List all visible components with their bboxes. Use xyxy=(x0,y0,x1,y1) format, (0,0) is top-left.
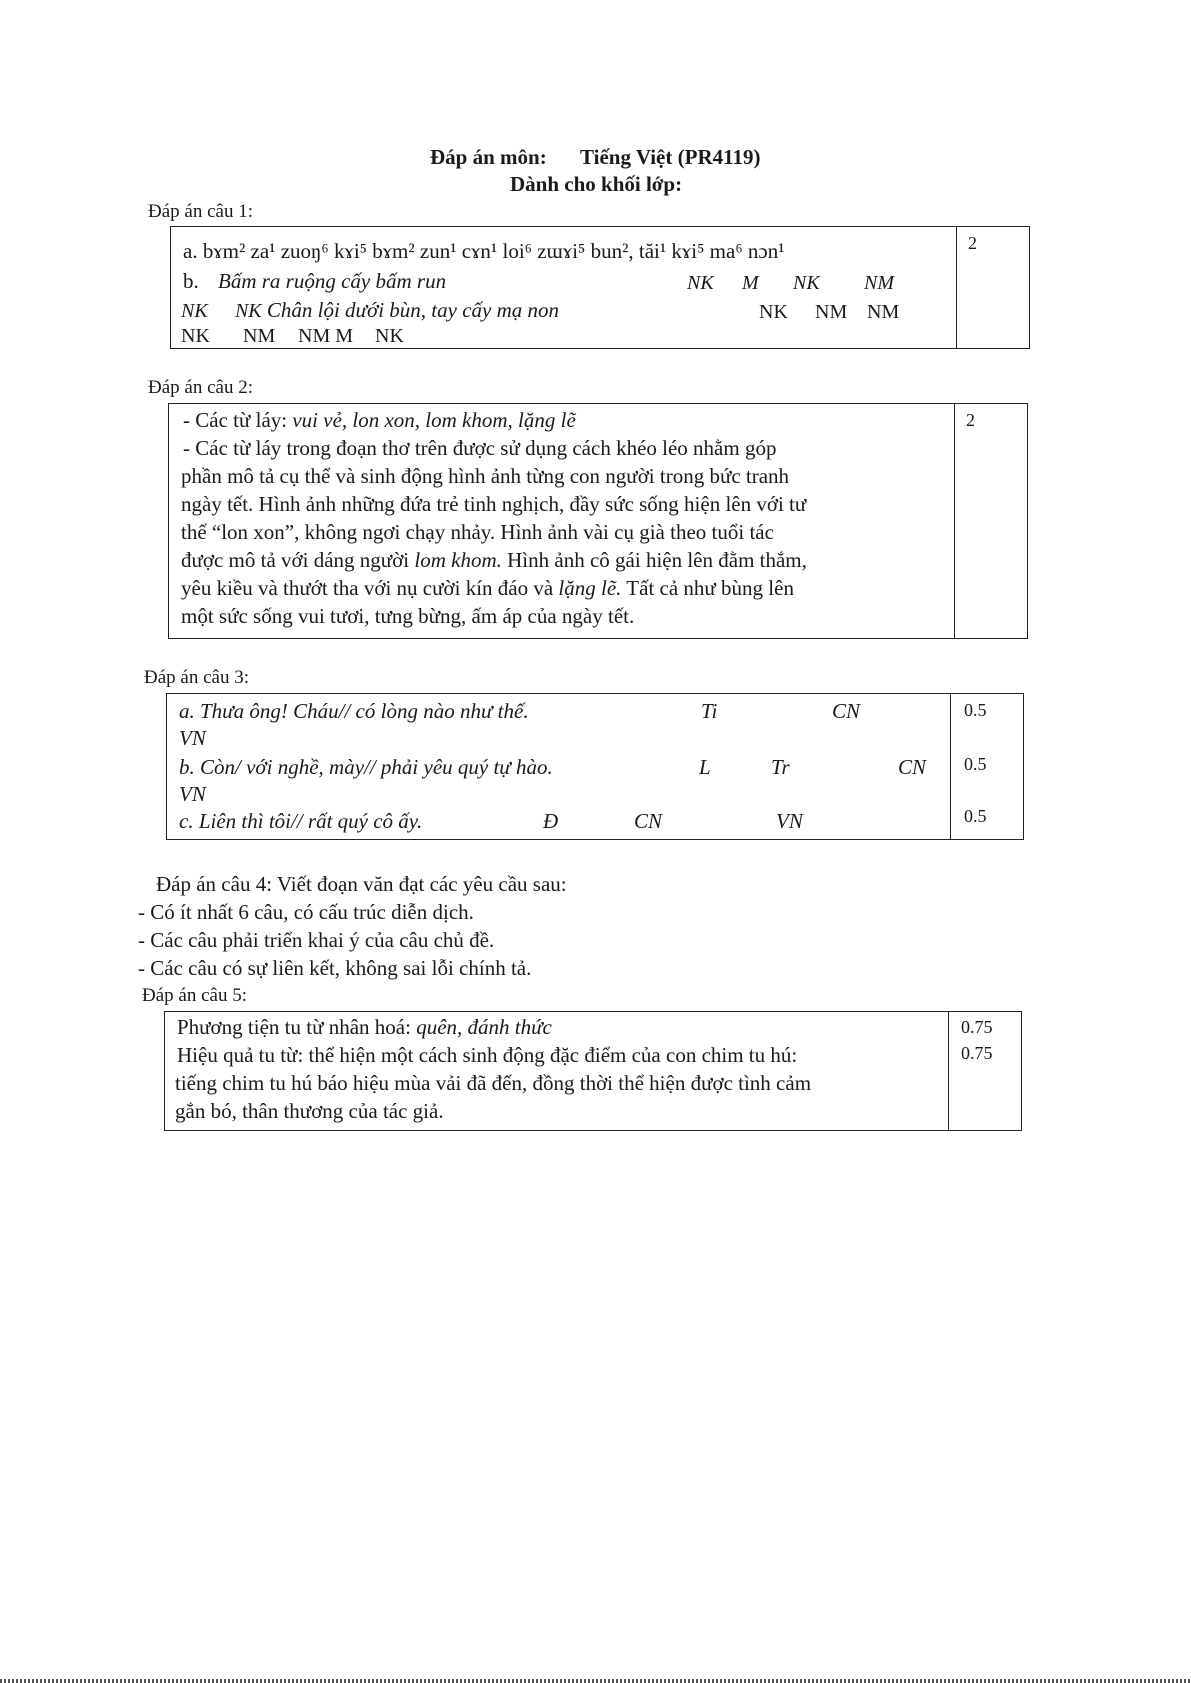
q1-box xyxy=(170,226,1030,349)
q3-b-tag: Tr xyxy=(771,755,790,779)
q4-item: - Các câu có sự liên kết, không sai lỗi chính tả. xyxy=(138,956,532,980)
q2-line-1-prefix: - Các từ láy: xyxy=(183,408,288,432)
scan-edge-strip xyxy=(0,1679,1191,1683)
q5-line-1-prefix: Phương tiện tu từ nhân hoá: xyxy=(177,1015,411,1039)
q3-a-tag: Ti xyxy=(701,699,718,723)
q2-line-6-it: lom khom. xyxy=(414,548,502,572)
q5-score: 0.75 xyxy=(961,1043,993,1063)
q3-c-text: c. Liên thì tôi// rất quý cô ấy. xyxy=(179,809,423,833)
q2-box xyxy=(168,403,1028,639)
q3-score: 0.5 xyxy=(964,806,987,826)
q3-b-tag: CN xyxy=(898,755,927,779)
q5-line-4: gắn bó, thân thương của tác giả. xyxy=(175,1099,444,1123)
q3-score: 0.5 xyxy=(964,700,987,720)
q3-b-text: b. Còn/ với nghề, mày// phải yêu quý tự hào. xyxy=(179,755,553,779)
q1-score-col xyxy=(956,227,957,348)
q3-b-tag: VN xyxy=(179,782,206,806)
q5-box xyxy=(164,1011,1022,1131)
q1-line-b xyxy=(183,271,446,292)
grade-line: Dành cho khối lớp: xyxy=(510,172,683,196)
q1-line-c-tag: NK xyxy=(181,300,208,322)
q3-c-tag: Đ xyxy=(543,809,559,833)
q2-line-6-b: Hình ảnh cô gái hiện lên đằm thắm, xyxy=(507,548,807,572)
q3-c-tag: CN xyxy=(634,809,663,833)
q4-item: - Có ít nhất 6 câu, có cấu trúc diễn dịch. xyxy=(138,900,474,924)
q1-line-a-prefix: a. b xyxy=(183,239,214,263)
q2-line-8: một sức sống vui tươi, tưng bừng, ấm áp của ngày tết. xyxy=(181,604,635,628)
q1-line-b-tag: NK xyxy=(687,272,714,294)
q1-line-d-tag: NK xyxy=(181,325,210,347)
q2-score-col xyxy=(954,404,955,638)
q5-score-col xyxy=(948,1012,949,1130)
q5-score: 0.75 xyxy=(961,1017,993,1037)
q3-c-tag: VN xyxy=(776,809,803,833)
q2-line-7-b: Tất cả như bùng lên xyxy=(626,576,794,600)
q4-label: Đáp án câu 4: Viết đoạn văn đạt các yêu cầu sau: xyxy=(156,872,567,896)
q1-score: 2 xyxy=(968,233,977,253)
q4-item: - Các câu phải triển khai ý của câu chủ đề. xyxy=(138,928,495,952)
q2-line-1 xyxy=(183,410,576,431)
q2-line-5: thế “lon xon”, không ngơi chạy nhảy. Hình ảnh vài cụ già theo tuổi tác xyxy=(181,520,774,544)
q5-line-3: tiếng chim tu hú báo hiệu mùa vải đã đến, đồng thời thể hiện được tình cảm xyxy=(175,1071,812,1095)
q5-line-1-words: quên, đánh thức xyxy=(416,1015,552,1039)
q2-label: Đáp án câu 2: xyxy=(148,377,253,398)
q3-a-text: a. Thưa ông! Cháu// có lòng nào như thế. xyxy=(179,699,529,723)
q2-line-1-words: vui vẻ, lon xon, lom khom, lặng lẽ xyxy=(292,408,576,432)
q2-line-2: - Các từ láy trong đoạn thơ trên được sử dụng cách khéo léo nhằm góp xyxy=(183,436,777,460)
q1-line-b-tag: NK xyxy=(793,272,820,294)
q2-line-7 xyxy=(181,578,794,599)
q2-line-6-a: được mô tả với dáng người xyxy=(181,548,410,572)
q3-a-tag: VN xyxy=(179,726,206,750)
q1-line-d-tag: NM M xyxy=(298,325,354,347)
q1-label: Đáp án câu 1: xyxy=(148,201,253,222)
q1-line-c-tag-right: NK xyxy=(759,301,788,323)
q5-line-2: Hiệu quả tu từ: thể hiện một cách sinh động đặc điểm của con chim tu hú: xyxy=(177,1043,798,1067)
q1-line-c-tag: NK xyxy=(234,300,262,322)
subject-name: Tiếng Việt (PR4119) xyxy=(580,145,761,169)
q1-line-b-tag: NM xyxy=(864,272,894,294)
q5-line-1 xyxy=(177,1017,552,1038)
q1-line-d-tag: NM xyxy=(243,325,276,347)
q3-score: 0.5 xyxy=(964,754,987,774)
q5-label: Đáp án câu 5: xyxy=(142,985,247,1006)
title-label: Đáp án môn: xyxy=(430,145,547,169)
q1-line-b-text: Bấm ra ruộng cấy bấm run xyxy=(218,269,447,293)
q1-line-b-tag: M xyxy=(742,272,759,294)
q3-label: Đáp án câu 3: xyxy=(144,667,249,688)
q3-score-col xyxy=(950,694,951,839)
q2-line-7-it: lặng lẽ. xyxy=(558,576,622,600)
q2-line-4: ngày tết. Hình ảnh những đứa trẻ tinh nghịch, đầy sức sống hiện lên với tư xyxy=(181,492,807,516)
q1-line-c xyxy=(181,300,559,321)
q1-line-a-rest: ɤm² za¹ zuoŋ⁶ kɤi⁵ bɤm² zun¹ cɤn¹ loi⁶ zɯɤi⁵ bun², tăi¹ kɤi⁵ ma⁶ nɔn¹ xyxy=(213,239,785,263)
q3-b-tag: L xyxy=(699,755,711,779)
q2-line-7-a: yêu kiều và thướt tha với nụ cười kín đáo và xyxy=(181,576,554,600)
q3-box xyxy=(166,693,1024,840)
q2-line-3: phần mô tả cụ thể và sinh động hình ảnh từng con người trong bức tranh xyxy=(181,464,790,488)
q1-line-d-tag: NK xyxy=(375,325,404,347)
q1-line-c-tag-right: NM xyxy=(867,301,900,323)
q1-line-a xyxy=(183,241,785,262)
q1-line-c-tag-right: NM xyxy=(815,301,848,323)
q1-line-c-text: Chân lội dưới bùn, tay cấy mạ non xyxy=(266,298,560,322)
q1-line-b-label: b. xyxy=(183,269,199,293)
q2-score: 2 xyxy=(966,410,975,430)
q2-line-6 xyxy=(181,550,807,571)
q3-a-tag: CN xyxy=(832,699,861,723)
